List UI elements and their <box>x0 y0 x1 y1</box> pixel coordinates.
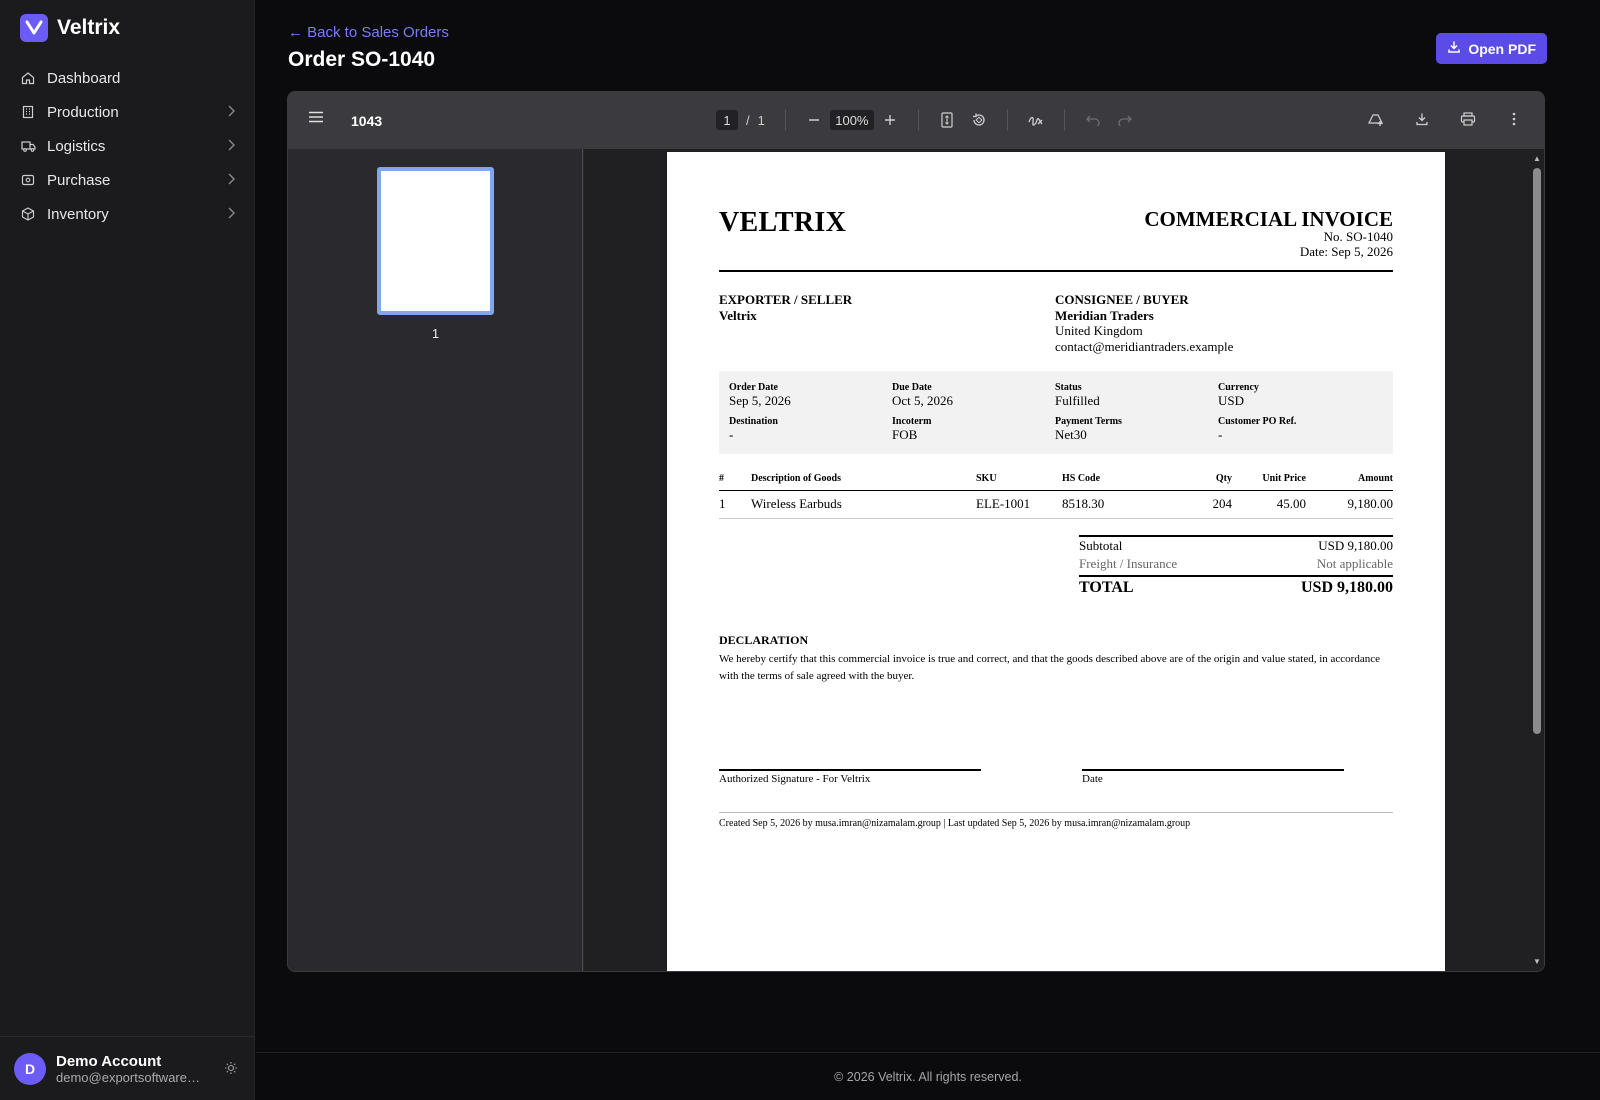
freight-label: Freight / Insurance <box>1079 556 1178 571</box>
user-info <box>56 1053 224 1085</box>
divider <box>785 109 786 131</box>
sidebar-item-purchase[interactable] <box>10 163 245 197</box>
col-hs-code: HS Code <box>1062 473 1101 484</box>
redo-icon[interactable] <box>1115 110 1135 130</box>
open-pdf-label: Open PDF <box>1468 40 1536 57</box>
subtotal-row <box>1079 537 1393 555</box>
meta-key: Customer PO Ref. <box>1218 416 1297 427</box>
meta-order-date <box>729 382 791 409</box>
scroll-down-icon[interactable]: ▼ <box>1533 957 1541 966</box>
col-index: # <box>719 473 724 484</box>
page-thumbnail[interactable] <box>377 167 494 315</box>
building-icon <box>20 104 36 120</box>
consignee-name: Meridian Traders <box>1055 308 1154 323</box>
menu-icon[interactable] <box>308 110 324 129</box>
table-row <box>719 492 1393 519</box>
total-value: USD 9,180.00 <box>1300 579 1393 596</box>
invoice-company: VELTRIX <box>719 207 847 238</box>
user-email: demo@exportsoftware.... <box>56 1069 201 1085</box>
consignee-country: United Kingdom <box>1055 323 1143 338</box>
document-footer: Created Sep 5, 2026 by musa.imran@nizamalam.group | Last updated Sep 5, 2026 by musa.imran@nizamalam.group <box>719 818 1191 829</box>
meta-key: Currency <box>1218 382 1259 393</box>
cell-amount: 9,180.00 <box>1347 496 1393 511</box>
total-row <box>1079 575 1393 599</box>
draw-icon[interactable] <box>1026 110 1046 130</box>
sidebar-item-label: Production <box>47 103 119 121</box>
meta-key: Incoterm <box>892 416 932 427</box>
rotate-icon[interactable] <box>969 110 989 130</box>
print-icon[interactable] <box>1458 109 1478 129</box>
sidebar-item-logistics[interactable] <box>10 129 245 163</box>
fit-page-icon[interactable] <box>937 110 957 130</box>
download-icon <box>1447 40 1461 57</box>
meta-currency <box>1218 382 1259 409</box>
col-sku: SKU <box>976 473 997 484</box>
meta-destination <box>729 416 778 443</box>
zoom-input[interactable]: 100% <box>830 110 874 130</box>
brand-name: Veltrix <box>57 16 121 39</box>
meta-key: Destination <box>729 416 778 427</box>
divider <box>918 109 919 131</box>
page-total: 1 <box>757 112 765 128</box>
thumbnail-label: 1 <box>431 326 440 341</box>
chevron-right-icon <box>227 138 235 154</box>
undo-icon[interactable] <box>1083 110 1103 130</box>
meta-key: Due Date <box>892 382 932 393</box>
meta-value: Oct 5, 2026 <box>892 393 954 408</box>
date-line <box>1082 769 1344 771</box>
exporter-name: Veltrix <box>719 308 757 323</box>
more-options-icon[interactable] <box>1504 109 1524 129</box>
date-label: Date <box>1082 773 1103 785</box>
cell-qty: 204 <box>1212 496 1232 511</box>
sidebar <box>0 0 255 1100</box>
add-drive-icon[interactable] <box>1366 109 1386 129</box>
user-menu[interactable] <box>0 1036 254 1100</box>
scrollbar[interactable] <box>1532 154 1542 966</box>
page-separator: / <box>746 112 750 128</box>
user-name: Demo Account <box>56 1052 162 1070</box>
chevron-right-icon <box>227 206 235 222</box>
meta-value: FOB <box>892 427 918 442</box>
page-footer: © 2026 Veltrix. All rights reserved. <box>256 1052 1600 1100</box>
meta-incoterm <box>892 416 931 443</box>
cell-hs-code: 8518.30 <box>1062 496 1105 511</box>
col-description: Description of Goods <box>751 473 841 484</box>
brand[interactable] <box>20 14 120 42</box>
cell-sku: ELE-1001 <box>976 496 1031 511</box>
sidebar-item-label: Dashboard <box>47 69 121 87</box>
open-pdf-button[interactable] <box>1436 33 1547 64</box>
exporter-label: EXPORTER / SELLER <box>719 292 853 307</box>
col-qty: Qty <box>1215 473 1232 484</box>
logo-icon <box>20 14 48 42</box>
pdf-toolbar <box>288 92 1544 149</box>
divider <box>719 270 1393 272</box>
sun-icon[interactable] <box>224 1061 240 1077</box>
divider <box>1064 109 1065 131</box>
consignee-email: contact@meridiantraders.example <box>1055 339 1234 354</box>
meta-key: Status <box>1055 382 1082 393</box>
col-amount: Amount <box>1357 473 1393 484</box>
invoice-date: Date: Sep 5, 2026 <box>1299 244 1393 259</box>
meta-due-date <box>892 382 953 409</box>
divider <box>719 812 1393 813</box>
pdf-toolbar-right <box>1360 109 1530 129</box>
scrollbar-thumb[interactable] <box>1533 168 1541 734</box>
thumbnail-panel <box>288 149 583 972</box>
cell-index: 1 <box>719 496 726 511</box>
meta-value: - <box>1218 427 1223 442</box>
back-link[interactable]: ← Back to Sales Orders <box>288 24 449 41</box>
meta-value: USD <box>1218 393 1245 408</box>
avatar: D <box>14 1053 46 1085</box>
consignee-label: CONSIGNEE / BUYER <box>1055 292 1189 307</box>
meta-value: Net30 <box>1055 427 1087 442</box>
cell-description: Wireless Earbuds <box>751 496 842 511</box>
scroll-up-icon[interactable]: ▲ <box>1533 154 1541 163</box>
cell-unit-price: 45.00 <box>1276 496 1306 511</box>
sidebar-nav <box>10 61 245 231</box>
truck-icon <box>20 138 36 154</box>
invoice-title: COMMERCIAL INVOICE <box>1144 207 1393 231</box>
box-icon <box>20 206 36 222</box>
col-unit-price: Unit Price <box>1262 473 1306 484</box>
sidebar-item-production[interactable] <box>10 95 245 129</box>
subtotal-label: Subtotal <box>1079 538 1123 553</box>
meta-payment-terms <box>1055 416 1122 443</box>
meta-key: Order Date <box>729 382 778 393</box>
home-icon <box>20 70 36 86</box>
receipt-icon <box>20 172 36 188</box>
meta-value: Sep 5, 2026 <box>729 393 791 408</box>
sidebar-item-label: Inventory <box>47 205 109 223</box>
pdf-page <box>667 152 1445 972</box>
sidebar-item-label: Logistics <box>47 137 106 155</box>
freight-row <box>1079 555 1393 573</box>
chevron-right-icon <box>227 104 235 120</box>
total-label: TOTAL <box>1079 579 1134 596</box>
sidebar-item-dashboard[interactable] <box>10 61 245 95</box>
zoom-out-icon[interactable] <box>804 110 824 130</box>
sidebar-item-label: Purchase <box>47 171 111 189</box>
signature-line <box>719 769 981 771</box>
meta-value: - <box>729 427 734 442</box>
pdf-viewer <box>287 91 1545 972</box>
page-title: Order SO-1040 <box>288 48 436 71</box>
order-meta <box>719 371 1393 454</box>
totals-block <box>1079 535 1393 599</box>
chevron-right-icon <box>227 172 235 188</box>
meta-customer-po <box>1218 416 1296 443</box>
pdf-toolbar-center <box>716 106 1141 134</box>
meta-key: Payment Terms <box>1055 416 1122 427</box>
pdf-canvas[interactable] <box>584 149 1545 972</box>
signature-label: Authorized Signature - For Veltrix <box>719 773 871 785</box>
freight-value: Not applicable <box>1316 556 1393 571</box>
declaration-text: We hereby certify that this commercial invoice is true and correct, and that the goods described above are of the origin and value stated, in accordance with the terms of sale agreed with the buyer. <box>719 653 1380 682</box>
document-name: 1043 <box>351 113 383 129</box>
sidebar-item-inventory[interactable] <box>10 197 245 231</box>
declaration-title: DECLARATION <box>719 633 809 647</box>
meta-status <box>1055 382 1100 409</box>
page-number-input[interactable]: 1 <box>716 110 738 130</box>
divider <box>1007 109 1008 131</box>
subtotal-value: USD 9,180.00 <box>1318 538 1393 553</box>
items-table-header <box>719 473 1393 491</box>
main-content <box>256 0 1600 1100</box>
zoom-in-icon[interactable] <box>880 110 900 130</box>
meta-value: Fulfilled <box>1055 393 1100 408</box>
download-icon[interactable] <box>1412 109 1432 129</box>
invoice-number: No. SO-1040 <box>1323 229 1393 244</box>
